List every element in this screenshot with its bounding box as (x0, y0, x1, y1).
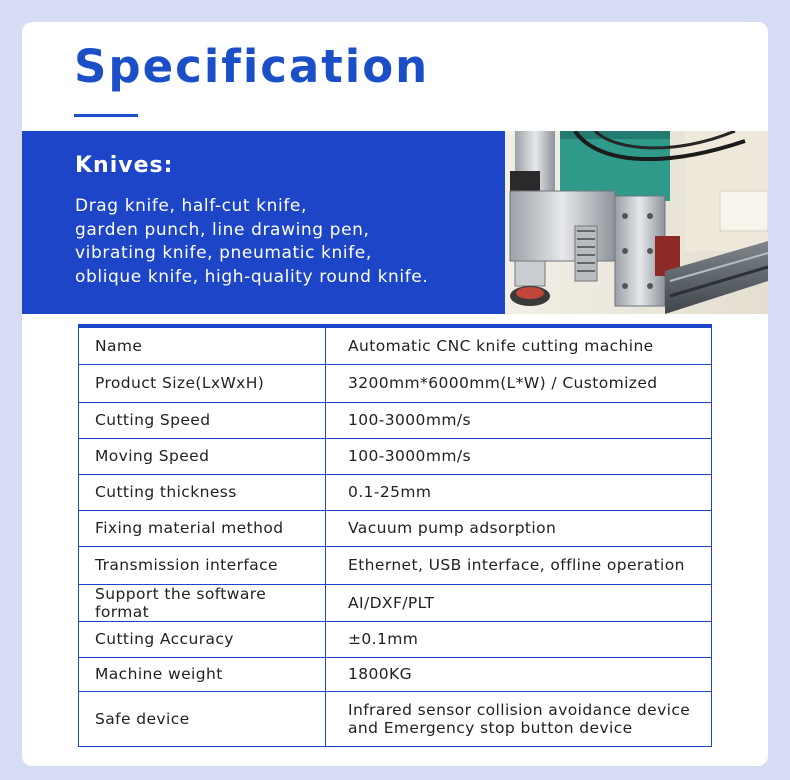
table-row (79, 621, 712, 657)
table-row (79, 402, 712, 438)
spec-value: AI/DXF/PLT (326, 584, 712, 621)
knives-banner (22, 131, 768, 314)
spec-label: Machine weight (79, 657, 326, 691)
spec-label: Cutting Speed (79, 402, 326, 438)
spec-value: 0.1-25mm (326, 474, 712, 510)
spec-label: Moving Speed (79, 438, 326, 474)
spec-table (78, 324, 712, 747)
knives-heading: Knives: (75, 153, 174, 178)
table-row (79, 438, 712, 474)
spec-label: Cutting thickness (79, 474, 326, 510)
spec-card (22, 22, 768, 766)
table-row (79, 326, 712, 364)
spec-value: Infrared sensor collision avoidance device and Emergency stop button device (326, 691, 712, 746)
spec-label: Safe device (79, 691, 326, 746)
knives-line: garden punch, line drawing pen, (75, 219, 370, 240)
table-row (79, 510, 712, 546)
table-row (79, 364, 712, 402)
spec-value: Automatic CNC knife cutting machine (326, 326, 712, 364)
knives-description (75, 195, 515, 289)
table-row (79, 657, 712, 691)
spec-label: Support the software format (79, 584, 326, 621)
knives-line: oblique knife, high-quality round knife. (75, 266, 429, 287)
table-row (79, 691, 712, 746)
table-row (79, 546, 712, 584)
page-title: Specification (74, 40, 430, 93)
table-row (79, 474, 712, 510)
spec-value: 100-3000mm/s (326, 402, 712, 438)
knives-line: vibrating knife, pneumatic knife, (75, 243, 372, 263)
spec-value: ±0.1mm (326, 621, 712, 657)
spec-label: Fixing material method (79, 510, 326, 546)
table-row (79, 584, 712, 621)
spec-value: Ethernet, USB interface, offline operation (326, 546, 712, 584)
spec-value: 1800KG (326, 657, 712, 691)
spec-value: 3200mm*6000mm(L*W) / Customized (326, 364, 712, 402)
spec-label: Cutting Accuracy (79, 621, 326, 657)
spec-label: Product Size(LxWxH) (79, 364, 326, 402)
spec-value: Vacuum pump adsorption (326, 510, 712, 546)
spec-value: 100-3000mm/s (326, 438, 712, 474)
cutting-head-photo (505, 131, 768, 314)
knives-line: Drag knife, half-cut knife, (75, 196, 307, 216)
spec-label: Name (79, 326, 326, 364)
spec-label: Transmission interface (79, 546, 326, 584)
title-underline (74, 114, 138, 117)
